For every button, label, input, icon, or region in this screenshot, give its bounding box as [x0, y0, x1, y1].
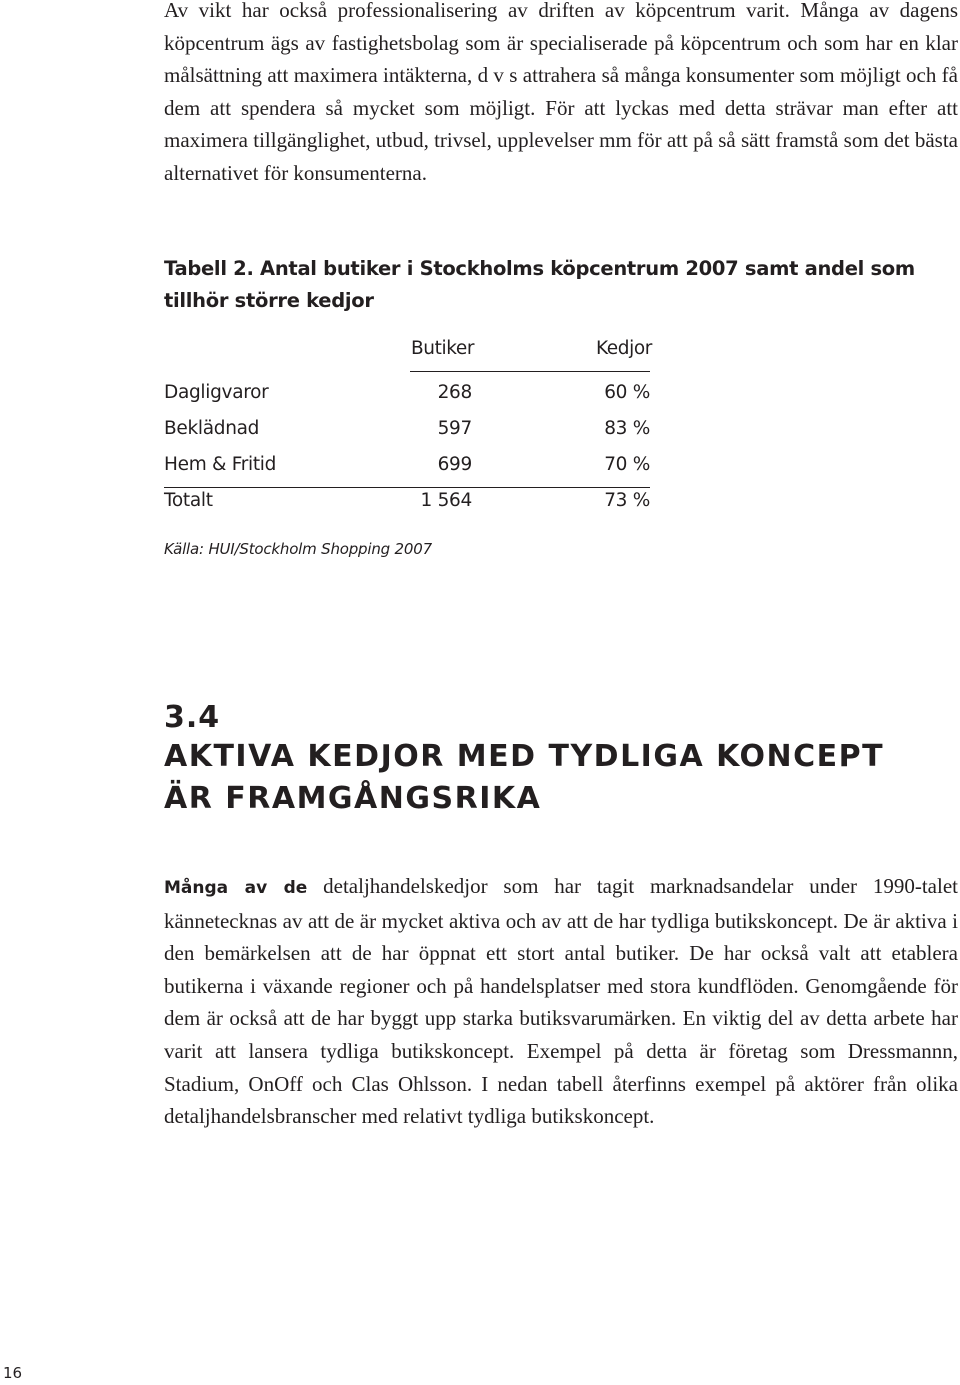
page-number: 16	[3, 1364, 23, 1382]
row-kedjor: 60 %	[604, 382, 650, 403]
body-paragraph	[164, 870, 958, 1133]
table-row	[164, 454, 650, 484]
row-kedjor: 83 %	[604, 418, 650, 439]
total-rule	[164, 487, 650, 488]
paragraph-text: detaljhandelskedjor som har tagit marknadsandelar under 1990-talet kännetecknas av att de är mycket aktiva och av att de har tydliga butikskoncept. De är aktiva i den bemärkelsen att de har öppnat ett stort antal butiker. De har också valt att etablera butikerna i växande regioner och på handelsplatser med stora kundflöden. Genomgående för dem är också att de har byggt upp starka butiksvarumärken. En viktig del av detta arbete har varit att lansera tydliga butikskoncept. Exempel på detta är företag som Dressmannn, Stadium, OnOff och Clas Ohlsson. I nedan tabell återfinns exempel på aktörer från olika detaljhandelsbranscher med relativt tydliga butikskoncept.	[164, 874, 958, 1129]
intro-paragraph: Av vikt har också professionalisering av driften av köpcentrum varit. Många av dagens köpcentrum ägs av fastighetsbolag som är specialiserade på köpcentrum och som har en klar målsättning att maximera intäkterna, d v s attrahera så många konsumenter som möjligt och få dem att spendera så mycket som möjligt. För att lyckas med detta strävar man efter att maximera tillgänglighet, utbud, trivsel, upplevelser mm för att på så sätt framstå som det bästa alternativet för konsumenterna.	[164, 0, 958, 185]
table-caption: Tabell 2. Antal butiker i Stockholms köpcentrum 2007 samt andel som tillhör större kedjor	[164, 257, 915, 312]
column-header-kedjor: Kedjor	[596, 338, 652, 359]
row-kedjor: 70 %	[604, 454, 650, 475]
table-row	[164, 418, 650, 448]
total-butiker: 1 564	[420, 490, 472, 511]
row-label: Beklädnad	[164, 418, 260, 439]
row-label: Hem & Fritid	[164, 454, 277, 475]
section-title	[164, 736, 924, 820]
section-title-line-2: ÄR FRAMGÅNGSRIKA	[164, 781, 542, 816]
table-row	[164, 382, 650, 412]
paragraph-lead: Många av de	[164, 878, 308, 898]
header-rule	[410, 371, 650, 372]
section-number: 3.4	[164, 700, 221, 735]
total-label: Totalt	[164, 490, 213, 511]
row-butiker: 268	[437, 382, 472, 403]
table-total-row	[164, 490, 650, 520]
row-label: Dagligvaror	[164, 382, 269, 403]
section-title-line-1: AKTIVA KEDJOR MED TYDLIGA KONCEPT	[164, 739, 885, 774]
column-header-butiker: Butiker	[411, 338, 475, 359]
row-butiker: 699	[437, 454, 472, 475]
total-kedjor: 73 %	[604, 490, 650, 511]
source-note: Källa: HUI/Stockholm Shopping 2007	[164, 540, 432, 558]
row-butiker: 597	[437, 418, 472, 439]
